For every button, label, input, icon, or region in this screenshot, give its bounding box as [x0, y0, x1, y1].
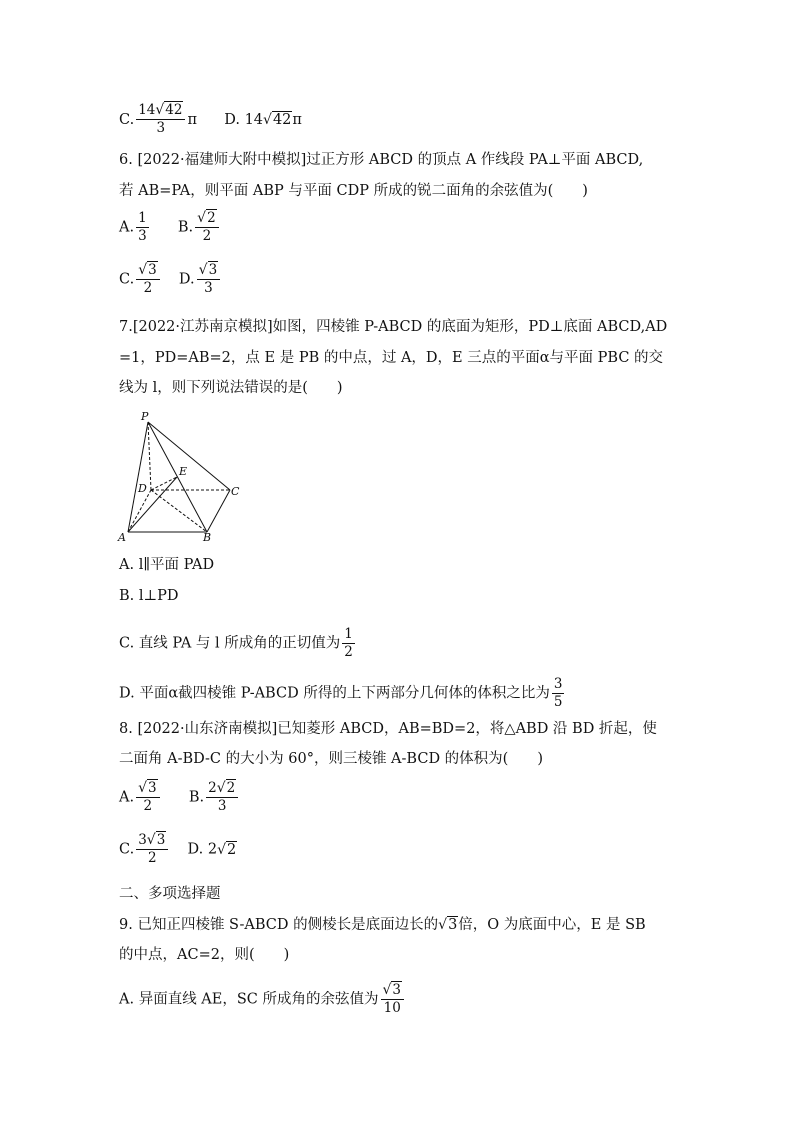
label-d: D [138, 482, 147, 495]
fraction: $\frac{2√2}{3}$ [206, 780, 238, 815]
fraction: $\frac{√3}{2}$ [136, 262, 160, 297]
q5-option-d: D. 14√42π [224, 111, 302, 128]
edge-pa [128, 422, 148, 532]
label-c: C [231, 485, 240, 498]
segment-de [151, 477, 177, 490]
segment-db [151, 490, 207, 532]
fraction: $\frac{3}{5}$ [553, 676, 563, 710]
q6-stem-line2: 若 AB=PA，则平面 ABP 与平面 CDP 所成的锐二面角的余弦值为( ) [119, 183, 588, 199]
q7-stem-line1: 7.[2022·江苏南京模拟]如图，四棱锥 P-ABCD 的底面为矩形，PD⊥底面 ABCD,AD [119, 319, 668, 335]
edge-pd [148, 422, 151, 490]
fraction: $\frac{√3}{2}$ [136, 780, 160, 815]
fraction: $\frac{3√3}{2}$ [136, 832, 168, 867]
q7-option-a: A. l∥平面 PAD [119, 557, 215, 573]
q5-options-cd [119, 102, 302, 137]
fraction: $\frac{14√42}{3}$ [136, 102, 185, 137]
label-e: E [179, 465, 188, 478]
label-p: P [141, 410, 149, 423]
edge-pc [148, 422, 230, 490]
q9-stem-line2: 的中点，AC=2，则( ) [119, 947, 290, 963]
section-title: 二、多项选择题 [119, 886, 221, 902]
fraction: $\frac{√2}{2}$ [195, 210, 219, 245]
q7-stem-line2: =1，PD=AB=2，点 E 是 PB 的中点，过 A，D，E 三点的平面α与平面 PBC 的交 [119, 350, 664, 366]
label-a: A [118, 531, 126, 543]
q6-options-ab: A. $\frac{1}{3}$ B. $\frac{√2}{2}$ [119, 210, 221, 245]
fraction: $\frac{√3}{3}$ [197, 262, 221, 297]
q9-stem-line1: 9. 已知正四棱锥 S-ABCD 的侧棱长是底面边长的√3倍，O 为底面中心，E 是 SB [119, 917, 646, 933]
q9-option-a: A. 异面直线 AE，SC 所成角的余弦值为 $\frac{√3}{10}$ [119, 982, 406, 1017]
fraction: $\frac{1}{3}$ [138, 210, 147, 244]
q5-option-c: C. $\frac{14√42}{3}$ π [119, 102, 198, 136]
edge-pb [148, 422, 207, 532]
q8-stem-line2: 二面角 A-BD-C 的大小为 60°，则三棱锥 A-BCD 的体积为( ) [119, 751, 543, 767]
q7-option-c: C. 直线 PA 与 l 所成角的正切值为 $\frac{1}{2}$ [119, 626, 353, 660]
q7-option-b: B. l⊥PD [119, 588, 179, 604]
q7-stem-line3: 线为 l，则下列说法错误的是( ) [119, 380, 343, 396]
edge-bc [207, 490, 230, 532]
label-b: B [203, 531, 212, 543]
q7-option-d: D. 平面α截四棱锥 P-ABCD 所得的上下两部分几何体的体积之比为 $\frac{3}{5}$ [119, 676, 563, 710]
fraction: $\frac{1}{2}$ [344, 626, 353, 660]
pyramid-figure [115, 408, 250, 543]
segment-ae [128, 477, 177, 532]
q8-options-cd: C. $\frac{3√3}{2}$ D. 2√2 [119, 832, 237, 866]
q8-options-ab: A. $\frac{√3}{2}$ B. $\frac{2√2}{3}$ [119, 780, 240, 815]
q6-stem-line1: 6. [2022·福建师大附中模拟]过正方形 ABCD 的顶点 A 作线段 PA⊥平面 ABCD, [119, 152, 644, 168]
fraction: $\frac{√3}{10}$ [381, 982, 405, 1017]
q8-stem-line1: 8. [2022·山东济南模拟]已知菱形 ABCD，AB=BD=2，将△ABD 沿 BD 折起，使 [119, 721, 657, 737]
q6-options-cd: C. $\frac{√3}{2}$ D. $\frac{√3}{3}$ [119, 262, 222, 297]
